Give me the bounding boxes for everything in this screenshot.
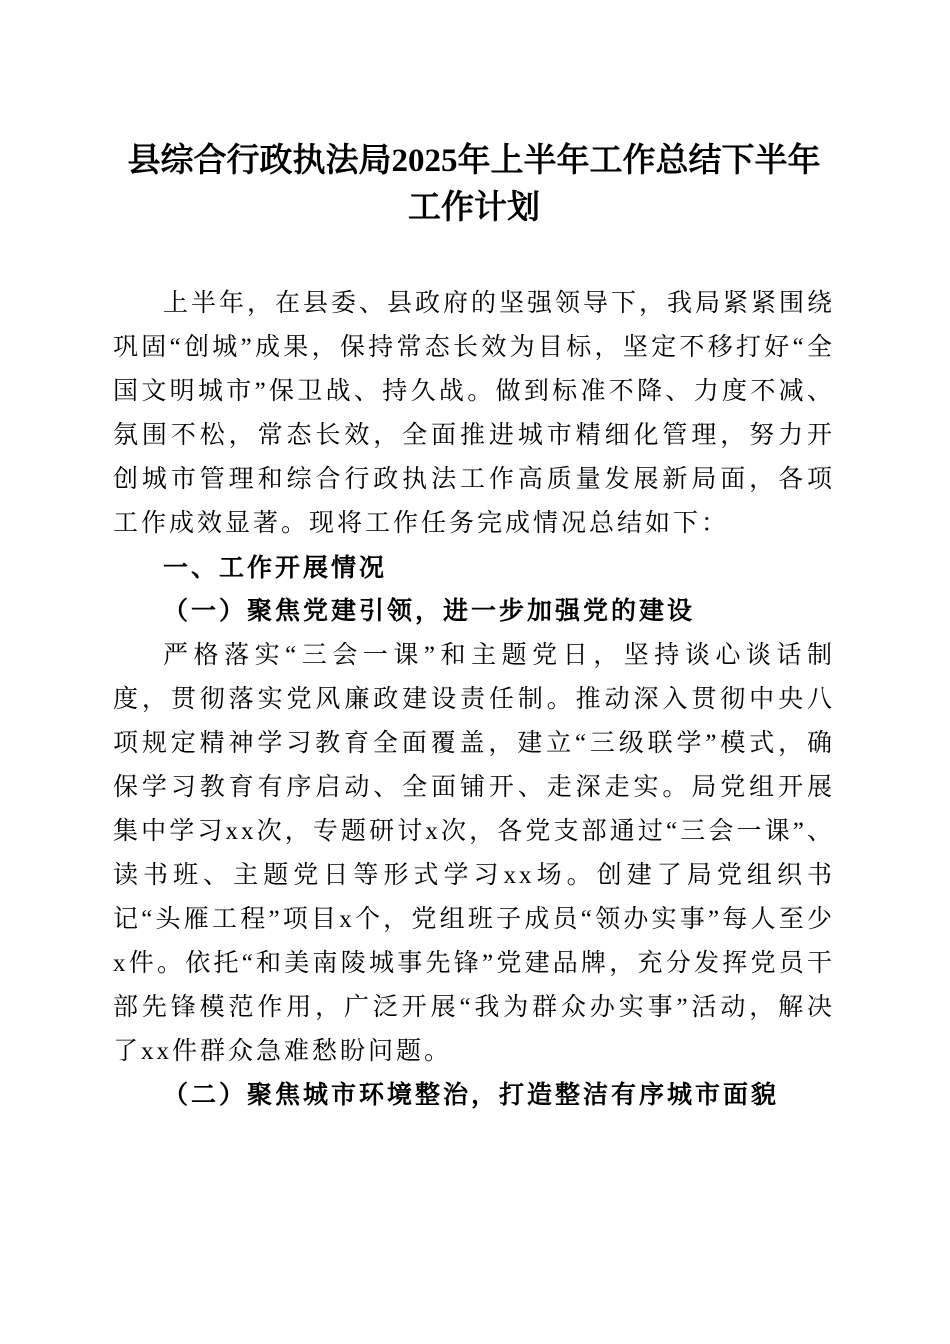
document-title: 县综合行政执法局2025年上半年工作总结下半年工作计划 [127,143,821,226]
intro-paragraph: 上半年，在县委、县政府的坚强领导下，我局紧紧围绕巩固“创城”成果，保持常态长效为目标，坚定不移打好“全国文明城市”保卫战、持久战。做到标准不降、力度不减、氛围不松，常态长效，全面推进城市精细化管理，努力开创城市管理和综合行政执法工作高质量发展新局面，各项工作成效显著。现将工作任务完成情况总结如下： [113,289,836,537]
subsection-1-2-heading: （二）聚焦城市环境整治，打造整洁有序城市面貌 [163,1081,780,1109]
subsection-1-1-body: 严格落实“三会一课”和主题党日，坚持谈心谈话制度，贯彻落实党风廉政建设责任制。推动深入贯彻中央八项规定精神学习教育全面覆盖，建立“三级联学”模式，确保学习教育有序启动、全面铺开、走深走实。局党组开展集中学习xx次，专题研讨x次，各党支部通过“三会一课”、读书班、主题党日等形式学习xx场。创建了局党组织书记“头雁工程”项目x个，党组班子成员“领办实事”每人至少x件。依托“和美南陵城事先锋”党建品牌，充分发挥党员干部先锋模范作用，广泛开展“我为群众办实事”活动，解决了xx件群众急难愁盼问题。 [113,641,835,1065]
section-1-heading: 一、工作开展情况 [163,553,388,582]
subsection-1-1-heading: （一）聚焦党建引领，进一步加强党的建设 [163,597,696,625]
